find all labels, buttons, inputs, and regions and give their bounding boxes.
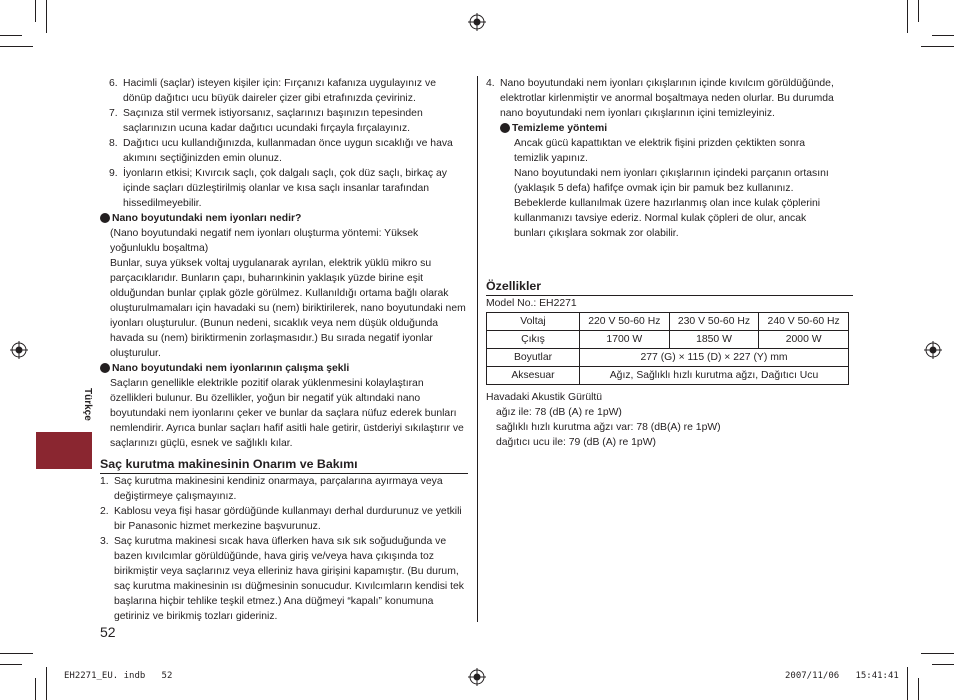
paragraph: Bunlar, suya yüksek voltaj uygulanarak ayrılan, elektrik yüklü mikro su parçacıklarıdır. Bunların çapı, buharınkinin yaklaşık yüzde birine eşit olduğundan bunlar çıplak gözle görülmez. Kullanıldığı ortama bağlı olarak oluşturulmamaları için havadaki su (nem) biriktirilerek, nano boyutundaki nem iyonları oluşturulur. (Bunun nedeni, sıcaklık veya nem düşük olduğunda havada su (nem) biriktirmenin zorlaşmasıdır.) Bu sırada negatif iyonlar oluşturulur. [110, 258, 466, 359]
crop-mark [921, 653, 954, 654]
crop-mark [918, 0, 919, 22]
left-column [109, 76, 465, 211]
list-item: 4. Nano boyutundaki nem iyonları çıkışlarının içinde kıvılcım görüldüğünde, elektrotlar kirlenmiştir ve anormal boşaltmaya neden olurlar. Bu durumda nano boyutundaki nem iyonları çıkışlarının içini temizleyiniz. [486, 78, 834, 119]
crop-mark [0, 664, 22, 665]
crop-mark [921, 46, 954, 47]
bullet-icon [500, 123, 510, 133]
footer-file: EH2271_EU. indb 52 [64, 671, 173, 681]
repair-section [100, 454, 468, 624]
crop-mark [35, 678, 36, 700]
crop-mark [46, 667, 47, 700]
noise-title: Havadaki Akustik Gürültü [486, 392, 603, 403]
bullet-heading: Nano boyutundaki nem iyonlarının çalışma şekli [100, 361, 466, 376]
bullet-heading: Nano boyutundaki nem iyonları nedir? [100, 211, 466, 226]
paragraph: (Nano boyutundaki negatif nem iyonları oluşturma yöntemi: Yüksek yoğunluklu boşaltma) [110, 228, 419, 254]
crop-mark [932, 664, 954, 665]
language-label: Türkçe [82, 388, 93, 421]
table-cell: 240 V 50-60 Hz [759, 313, 849, 331]
crop-mark [0, 46, 33, 47]
noise-line: ağız ile: 78 (dB (A) re 1pW) [496, 407, 622, 418]
table-cell: Ağız, Sağlıklı hızlı kurutma ağzı, Dağıtıcı Ucu [580, 367, 849, 385]
registration-mark-icon [468, 13, 486, 31]
crop-mark [932, 35, 954, 36]
table-cell: 220 V 50-60 Hz [580, 313, 670, 331]
registration-mark-icon [468, 668, 486, 686]
crop-mark [907, 667, 908, 700]
crop-mark [918, 678, 919, 700]
crop-mark [0, 35, 22, 36]
paragraph: Saçların genellikle elektrikle pozitif olarak yüklenmesini kolaylaştıran özellikleri bulunur. Bu özellikler, yoğun bir negatif yük altındaki nano boyutundaki nem iyonlarını çeker ve bunlar da saçlara nüfuz ederek bunları nemlendirir. Ayrıca bunlar saçları hafif asitli hale getirir, üstderiyi sıkılaştırır ve saçlarınızı güçlü, esnek ve sağlıklı kılar. [110, 378, 464, 449]
paragraph: Ancak gücü kapattıktan ve elektrik fişini prizden çektikten sonra temizlik yapınız. [514, 138, 806, 164]
nano-what-section [100, 211, 466, 451]
table-row [487, 313, 849, 331]
crop-mark [0, 653, 33, 654]
bullet-heading: Temizleme yöntemi [500, 121, 836, 136]
list-item: 8. Dağıtıcı ucu kullandığınızda, kullanmadan önce uygun sıcaklığı ve hava akımını seçtiğinizden emin olunuz. [109, 138, 453, 164]
paragraph: Bebeklerde kullanılmak üzere hazırlanmış olan ince kulak çöplerini kullanmanızı tavsiye ederiz. Normal kulak çöpleri de olur, ancak bunları çıkışlara sokmak zor olabilir. [514, 198, 821, 239]
table-cell: 230 V 50-60 Hz [669, 313, 759, 331]
table-cell: 277 (G) × 115 (D) × 227 (Y) mm [580, 349, 849, 367]
footer-date: 2007/11/06 15:41:41 [785, 671, 899, 681]
list-item: 7. Saçınıza stil vermek istiyorsanız, saçlarınızı başınızın tepesinden saçlarınızın ucuna kadar dağıtıcı ucundaki fırçayla fırçalayınız. [109, 108, 423, 134]
table-cell: Aksesuar [487, 367, 580, 385]
section-title: Saç kurutma makinesinin Onarım ve Bakımı [100, 457, 468, 474]
table-cell: 2000 W [759, 331, 849, 349]
bullet-icon [100, 213, 110, 223]
table-cell: 1700 W [580, 331, 670, 349]
spec-table [486, 312, 849, 385]
paragraph: Nano boyutundaki nem iyonları çıkışlarının içindeki parçanın ortasını (yaklaşık 5 defa) hafifçe ovmak için bir pamuk bez kullanınız. [514, 168, 829, 194]
table-cell: Voltaj [487, 313, 580, 331]
crop-mark [35, 0, 36, 22]
table-cell: Boyutlar [487, 349, 580, 367]
list-item: 6. Hacimli (saçlar) isteyen kişiler için: Fırçanızı kafanıza uygulayınız ve dönüp dağıtıcı ucu büyük daireler çizer gibi etrafınızda çeviriniz. [109, 78, 436, 104]
section-title: Özellikler [486, 279, 853, 296]
crop-mark [907, 0, 908, 33]
table-row [487, 349, 849, 367]
list-item: 9. İyonların etkisi; Kıvırcık saçlı, çok dalgalı saçlı, çok düz saçlı, birkaç ay içinde saçları düzleştirilmiş olanlar ve kısa saçlı insanlar tarafından hissedilmeyebilir. [109, 168, 447, 209]
model-number: Model No.: EH2271 [486, 298, 577, 309]
list-item: 3. Saç kurutma makinesi sıcak hava üflerken hava sık sık soğuduğunda ve bazen kıvılcımlar görüldüğünde, hava giriş ve/veya hava çıkışında toz birikmiştir veya saçlarınız veya elleriniz hava girişini kapamıştır. (Bu durum, saç kurutma makinesinin ısı düğmesinin sonucudur. Kıvılcımların kendisi tek başlarına hiçbir tehlike teşkil etmez.) Ana düğmeyi “kapalı” konumuna getiriniz ve birikmiş tozları gideriniz. [100, 536, 464, 622]
table-cell: Çıkış [487, 331, 580, 349]
registration-mark-icon [924, 341, 942, 359]
registration-mark-icon [10, 341, 28, 359]
table-row [487, 331, 849, 349]
noise-line: sağlıklı hızlı kurutma ağzı var: 78 (dB(A) re 1pW) [496, 422, 721, 433]
column-divider [477, 76, 478, 622]
right-column [486, 76, 836, 241]
cleaning-block [486, 121, 836, 241]
list-item: 1. Saç kurutma makinesini kendiniz onarmaya, parçalarına ayırmaya veya değiştirmeye çalışmayınız. [100, 476, 443, 502]
table-cell: 1850 W [669, 331, 759, 349]
page-number: 52 [100, 624, 116, 640]
language-tab [36, 432, 92, 469]
specs-section [486, 276, 853, 450]
list-item: 2. Kablosu veya fişi hasar gördüğünde kullanmayı derhal durdurunuz ve yetkili bir Panasonic hizmet merkezine başvurunuz. [100, 506, 462, 532]
table-row [487, 367, 849, 385]
crop-mark [46, 0, 47, 33]
noise-line: dağıtıcı ucu ile: 79 (dB (A) re 1pW) [496, 437, 656, 448]
bullet-icon [100, 363, 110, 373]
